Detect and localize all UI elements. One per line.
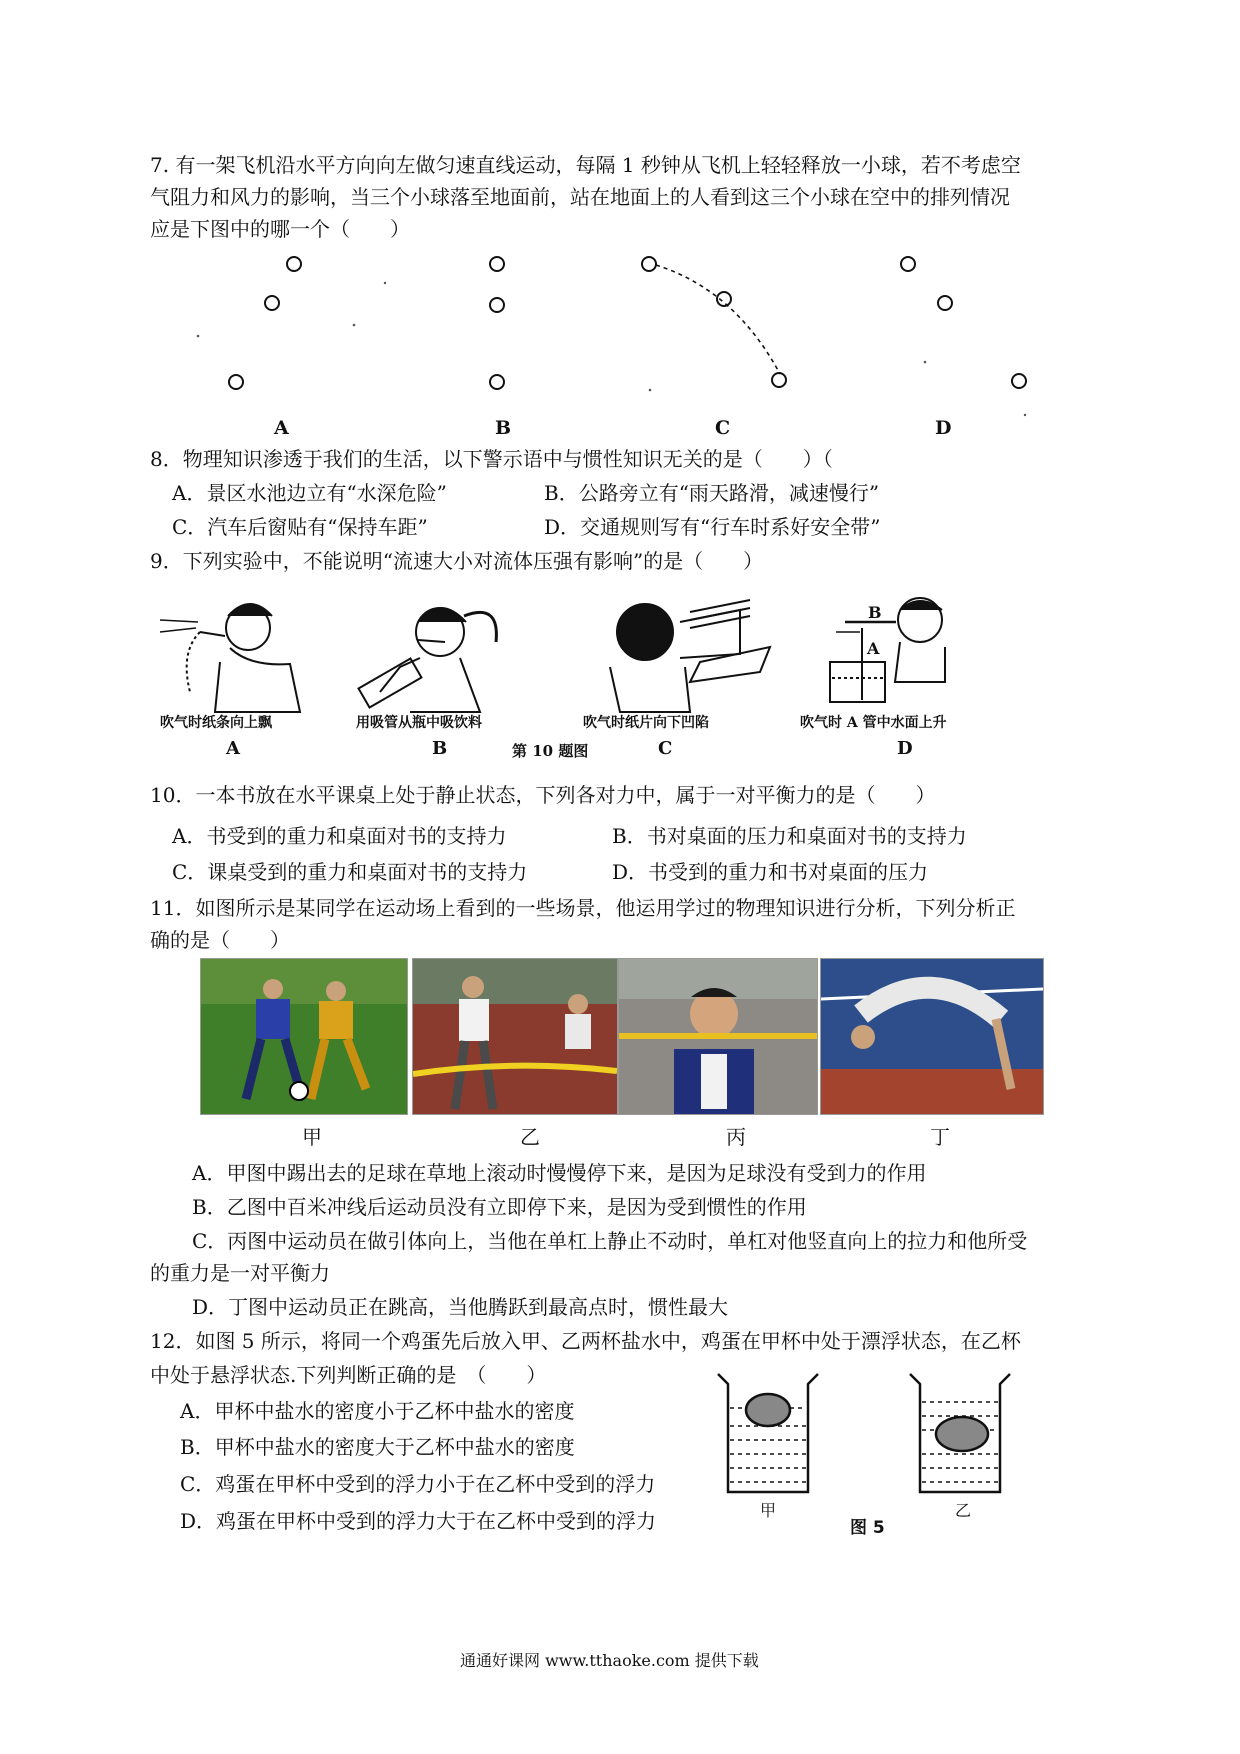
q11-option-c-line2: 的重力是一对平衡力 <box>150 1261 330 1285</box>
photo-yi-sprint <box>412 958 618 1115</box>
q9-caption-b: 用吸管从瓶中吸饮料 <box>356 715 482 731</box>
egg-jia <box>746 1394 790 1426</box>
beaker-jia <box>718 1374 818 1492</box>
q8-option-d: D．交通规则写有“行车时系好安全带” <box>544 515 881 539</box>
q12-option-c: C．鸡蛋在甲杯中受到的浮力小于在乙杯中受到的浮力 <box>180 1472 656 1496</box>
q11-option-d: D．丁图中运动员正在跳高，当他腾跃到最高点时，惯性最大 <box>192 1295 729 1319</box>
q9-caption-c: 吹气时纸片向下凹陷 <box>583 715 709 731</box>
ball-d3 <box>1012 374 1026 388</box>
q7-label-b: B <box>495 417 512 439</box>
ball-c1 <box>642 257 656 271</box>
q10-option-b: B．书对桌面的压力和桌面对书的支持力 <box>612 824 967 848</box>
q8-stem: 8．物理知识渗透于我们的生活，以下警示语中与惯性知识无关的是（ ）（ <box>150 447 833 471</box>
photo-jia-soccer <box>200 958 408 1115</box>
q9-figures <box>0 592 1240 712</box>
ball-b3 <box>490 375 504 389</box>
q8-option-b: B．公路旁立有“雨天路滑，减速慢行” <box>544 481 880 505</box>
figure-a-boy <box>160 604 300 712</box>
q12-line1: 12．如图 5 所示，将同一个鸡蛋先后放入甲、乙两杯盐水中，鸡蛋在甲杯中处于漂浮状态，在乙杯 <box>150 1329 1021 1353</box>
q9-caption-d: 吹气时 A 管中水面上升 <box>800 715 947 731</box>
q7-figure <box>0 250 1240 450</box>
q11-line2: 确的是（ ） <box>150 928 290 952</box>
ball-b1 <box>490 257 504 271</box>
ball-a2 <box>265 296 279 310</box>
q9-caption-a: 吹气时纸条向上飘 <box>160 715 272 731</box>
q11-label-yi: 乙 <box>520 1125 540 1149</box>
figure-c-boy <box>610 600 770 712</box>
q11-label-bing: 丙 <box>726 1125 746 1149</box>
tube-label-b: B <box>868 603 882 622</box>
trajectory-c <box>656 265 780 374</box>
q11-label-ding: 丁 <box>930 1125 950 1149</box>
ball-c3 <box>772 373 786 387</box>
q12-option-a: A．甲杯中盐水的密度小于乙杯中盐水的密度 <box>180 1399 575 1423</box>
beaker-label-yi: 乙 <box>955 1501 972 1520</box>
egg-yi <box>936 1417 988 1451</box>
footer-text: 通通好课网 www.tthaoke.com 提供下载 <box>460 1651 759 1670</box>
ball-d1 <box>901 257 915 271</box>
q12-option-b: B．甲杯中盐水的密度大于乙杯中盐水的密度 <box>180 1435 575 1459</box>
q12-line2: 中处于悬浮状态.下列判断正确的是 （ ） <box>150 1363 547 1387</box>
q7-line1: 7. 有一架飞机沿水平方向向左做匀速直线运动，每隔 1 秒钟从飞机上轻轻释放一小球，若不考虑空 <box>150 153 1021 177</box>
q9-label-b: B <box>432 738 448 759</box>
ball-b2 <box>490 298 504 312</box>
q8-option-c: C．汽车后窗贴有“保持车距” <box>172 515 428 539</box>
q11-option-b: B．乙图中百米冲线后运动员没有立即停下来，是因为受到惯性的作用 <box>192 1195 807 1219</box>
q9-figure-title: 第 10 题图 <box>512 742 589 760</box>
ball-a3 <box>229 375 243 389</box>
q10-option-d: D．书受到的重力和书对桌面的压力 <box>612 860 929 884</box>
tube-label-a: A <box>867 639 880 658</box>
q9-label-a: A <box>226 738 240 759</box>
photo-ding-highjump <box>820 958 1044 1115</box>
beaker-label-jia: 甲 <box>760 1501 777 1520</box>
q7-label-c: C <box>715 417 731 439</box>
q7-label-a: A <box>274 417 289 439</box>
q11-label-jia: 甲 <box>302 1125 322 1149</box>
q9-stem: 9．下列实验中，不能说明“流速大小对流体压强有影响”的是（ ） <box>150 549 764 573</box>
q7-label-d: D <box>935 417 952 439</box>
q7-line2: 气阻力和风力的影响，当三个小球落至地面前，站在地面上的人看到这三个小球在空中的排列情况 <box>150 185 1010 209</box>
q11-option-a: A．甲图中踢出去的足球在草地上滚动时慢慢停下来，是因为足球没有受到力的作用 <box>192 1161 927 1185</box>
q10-option-c: C．课桌受到的重力和桌面对书的支持力 <box>172 860 528 884</box>
q7-line3: 应是下图中的哪一个（ ） <box>150 217 410 241</box>
photo-bing-pullup <box>618 958 818 1115</box>
figure-b-girl <box>359 608 497 712</box>
ball-d2 <box>938 296 952 310</box>
q11-line1: 11．如图所示是某同学在运动场上看到的一些场景，他运用学过的物理知识进行分析，下列分析正 <box>150 896 1016 920</box>
ball-a1 <box>287 257 301 271</box>
q10-option-a: A．书受到的重力和桌面对书的支持力 <box>172 824 507 848</box>
q11-option-c-line1: C．丙图中运动员在做引体向上，当他在单杠上静止不动时，单杠对他竖直向上的拉力和他所受 <box>192 1229 1028 1253</box>
q8-option-a: A．景区水池边立有“水深危险” <box>172 481 447 505</box>
q10-stem: 10．一本书放在水平课桌上处于静止状态，下列各对力中，属于一对平衡力的是（ ） <box>150 783 936 807</box>
q9-label-d: D <box>897 738 913 759</box>
q12-beakers <box>700 1368 1120 1568</box>
figure-d-setup <box>830 598 945 702</box>
q12-figure-title: 图 5 <box>850 1518 885 1538</box>
q9-label-c: C <box>658 738 673 759</box>
q12-option-d: D．鸡蛋在甲杯中受到的浮力大于在乙杯中受到的浮力 <box>180 1509 657 1533</box>
